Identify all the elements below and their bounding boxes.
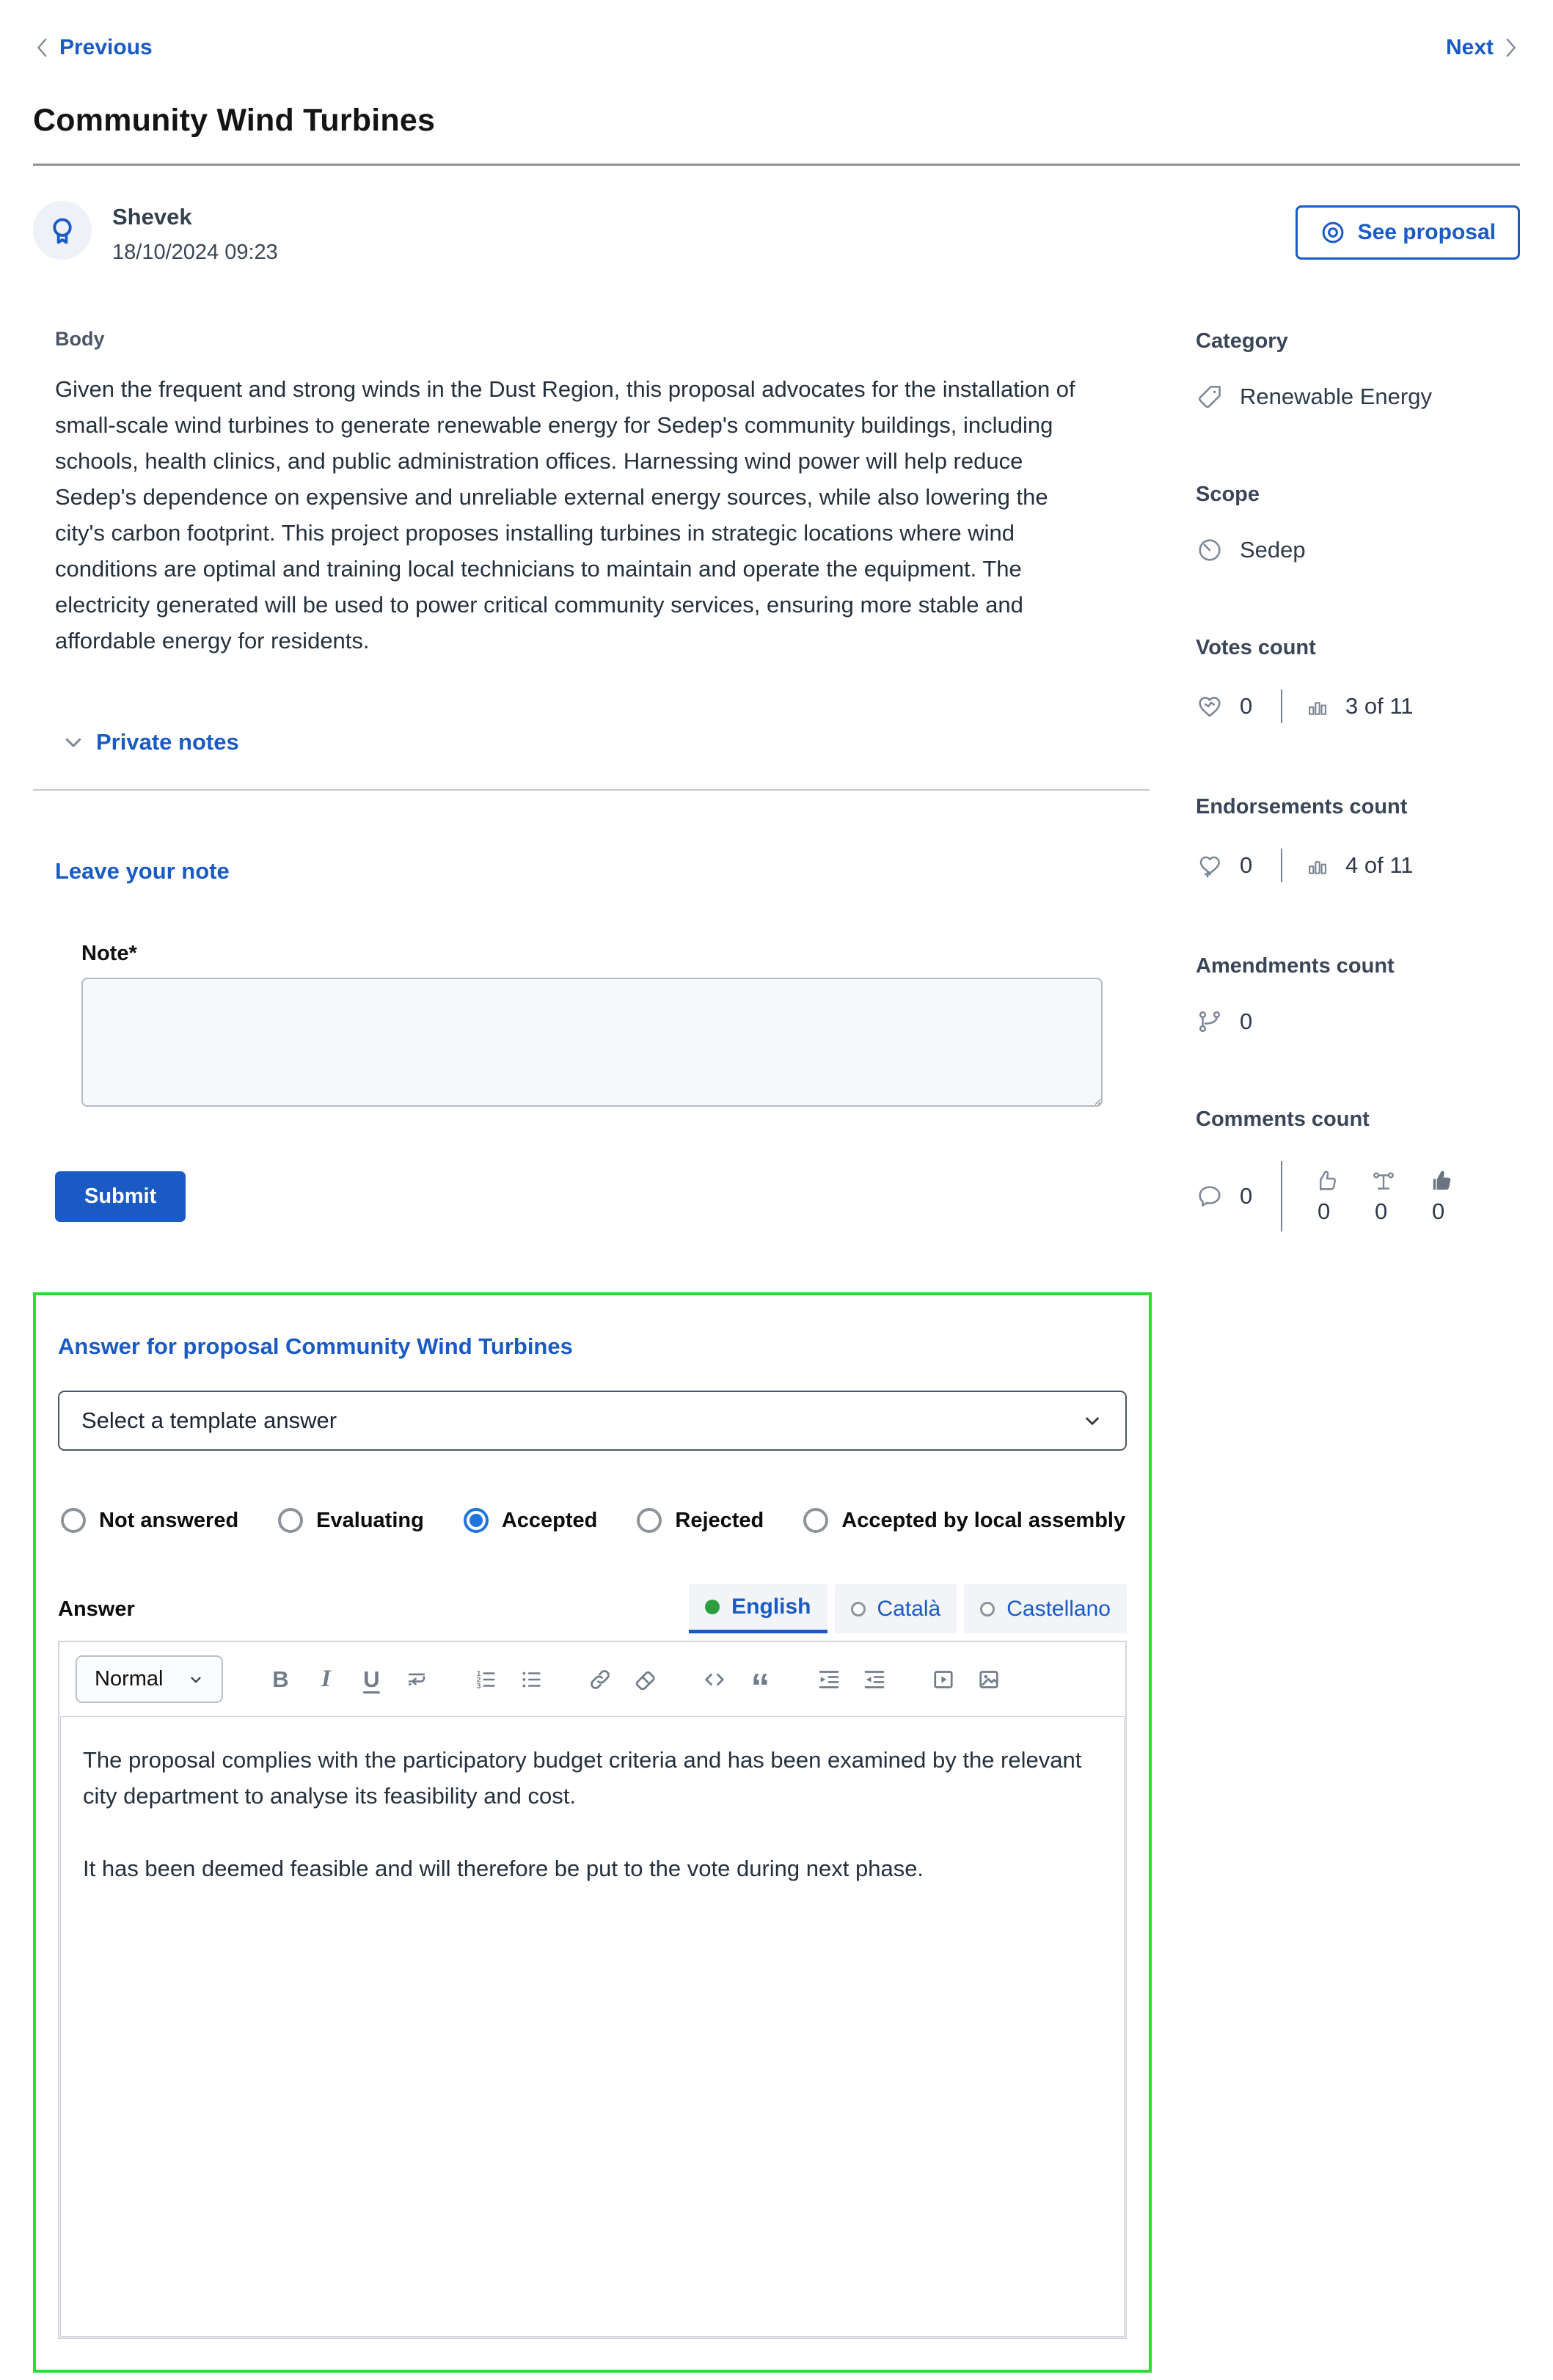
pagination-nav xyxy=(33,35,1520,60)
chevron-down-icon xyxy=(188,1672,204,1688)
divider xyxy=(1281,689,1282,723)
image-icon xyxy=(976,1666,1002,1693)
page-title: Community Wind Turbines xyxy=(33,103,436,138)
bar-chart-icon xyxy=(1306,695,1329,718)
author-timestamp: 18/10/2024 09:23 xyxy=(112,241,278,264)
indent-increase-button[interactable] xyxy=(816,1663,842,1696)
radio-rejected[interactable]: Rejected xyxy=(637,1508,764,1533)
private-notes-toggle[interactable] xyxy=(62,729,1166,755)
answer-paragraph: It has been deemed feasible and will therefore be put to the vote during next phase. xyxy=(83,1856,924,1881)
eraser-icon xyxy=(632,1666,659,1693)
comments-count: 0 xyxy=(1240,1183,1253,1209)
endorsements-count: 0 xyxy=(1240,852,1253,878)
thumbs-up-icon xyxy=(1313,1168,1340,1194)
radio-circle xyxy=(803,1508,828,1533)
bold-button[interactable] xyxy=(267,1663,293,1696)
divider xyxy=(1281,849,1282,882)
author-row xyxy=(33,201,1520,265)
heart-add-icon xyxy=(1196,852,1224,879)
previous-link[interactable] xyxy=(33,35,153,60)
answer-section-title: Answer for proposal Community Wind Turbines xyxy=(58,1333,573,1359)
chevron-down-icon xyxy=(62,731,84,753)
previous-label: Previous xyxy=(59,35,153,59)
category-section xyxy=(1196,329,1520,411)
rich-text-editor xyxy=(58,1641,1127,2339)
editor-toolbar xyxy=(59,1642,1125,1716)
category-label: Category xyxy=(1196,329,1288,353)
radio-circle-checked xyxy=(464,1508,489,1533)
amendments-section xyxy=(1196,954,1520,1036)
chevron-left-icon xyxy=(33,35,52,60)
bold-icon: B xyxy=(272,1666,289,1692)
svg-text:3: 3 xyxy=(477,1682,481,1691)
radio-circle xyxy=(637,1508,662,1533)
radio-accepted[interactable]: Accepted xyxy=(464,1508,598,1533)
note-form xyxy=(81,942,1166,1107)
heart-icon xyxy=(1196,692,1224,720)
amendments-count: 0 xyxy=(1240,1008,1253,1034)
line-break-button[interactable] xyxy=(403,1663,430,1696)
radio-circle xyxy=(278,1508,303,1533)
lang-tab-catala[interactable]: Català xyxy=(835,1584,957,1633)
chevron-down-icon xyxy=(1081,1410,1103,1432)
scope-icon xyxy=(1196,536,1224,564)
chat-bubble-icon xyxy=(1196,1182,1224,1210)
amendments-label: Amendments count xyxy=(1196,954,1395,978)
thumbs-up-filled-icon xyxy=(1428,1168,1454,1194)
see-proposal-label: See proposal xyxy=(1357,220,1496,244)
video-icon xyxy=(930,1666,957,1693)
radio-evaluating[interactable]: Evaluating xyxy=(278,1508,424,1533)
bullet-list-icon xyxy=(519,1667,544,1692)
answer-field-label: Answer xyxy=(58,1597,135,1621)
scope-section xyxy=(1196,483,1520,564)
tag-icon xyxy=(1196,383,1224,411)
next-label: Next xyxy=(1445,35,1494,59)
see-proposal-button[interactable] xyxy=(1296,205,1520,260)
votes-section xyxy=(1196,636,1520,723)
clear-format-button[interactable] xyxy=(632,1663,659,1696)
private-notes-divider xyxy=(33,789,1150,791)
line-break-icon xyxy=(404,1667,429,1692)
comments-neutral: 0 xyxy=(1370,1168,1397,1225)
blockquote-icon: “ xyxy=(750,1666,770,1709)
ordered-list-button[interactable] xyxy=(472,1663,499,1696)
translation-empty-dot-icon xyxy=(851,1602,866,1616)
scope-value: Sedep xyxy=(1240,537,1306,563)
svg-text:2: 2 xyxy=(477,1675,481,1684)
title-divider xyxy=(33,164,1520,166)
translation-filled-dot-icon xyxy=(705,1600,720,1614)
note-label: Note* xyxy=(81,942,137,965)
link-button[interactable] xyxy=(587,1663,613,1696)
bullet-list-button[interactable] xyxy=(518,1663,544,1696)
eye-icon xyxy=(1320,219,1346,246)
comments-positive: 0 xyxy=(1313,1168,1340,1225)
category-value: Renewable Energy xyxy=(1240,384,1432,409)
medal-icon xyxy=(45,213,79,247)
note-input[interactable] xyxy=(81,978,1103,1107)
chevron-right-icon xyxy=(1501,35,1520,60)
underline-button[interactable] xyxy=(358,1663,384,1696)
answer-editor-content[interactable] xyxy=(60,1716,1125,2337)
avatar xyxy=(33,201,92,260)
underline-icon: U xyxy=(363,1666,380,1692)
radio-accepted-local-assembly[interactable]: Accepted by local assembly xyxy=(803,1508,1125,1533)
template-answer-select[interactable] xyxy=(58,1391,1127,1451)
votes-ranking: 3 of 11 xyxy=(1345,693,1414,719)
divider xyxy=(1281,1161,1282,1231)
italic-button[interactable] xyxy=(313,1663,339,1696)
votes-count: 0 xyxy=(1240,693,1253,719)
blockquote-button[interactable] xyxy=(747,1663,773,1709)
lang-tab-english[interactable]: English xyxy=(689,1584,827,1633)
answer-paragraph: The proposal complies with the participatory budget criteria and has been examined by the relevant city department to analyse its feasibility and cost. xyxy=(83,1747,1082,1809)
comments-section xyxy=(1196,1107,1520,1231)
link-icon xyxy=(587,1666,613,1693)
body-section xyxy=(55,328,1166,659)
comments-negative: 0 xyxy=(1428,1168,1454,1225)
italic-icon: I xyxy=(321,1666,331,1692)
answer-section xyxy=(33,1292,1152,2373)
bar-chart-icon xyxy=(1306,854,1329,877)
svg-text:1: 1 xyxy=(477,1669,481,1678)
git-branch-icon xyxy=(1196,1008,1224,1036)
ordered-list-icon xyxy=(473,1667,498,1692)
image-button[interactable] xyxy=(976,1663,1002,1696)
leave-note-heading: Leave your note xyxy=(55,858,230,884)
answer-status-radios xyxy=(61,1508,1127,1533)
indent-decrease-icon xyxy=(861,1666,888,1693)
endorsements-label: Endorsements count xyxy=(1196,795,1408,819)
code-icon xyxy=(701,1666,728,1693)
metadata-sidebar xyxy=(1196,328,1520,1303)
body-label: Body xyxy=(55,328,105,350)
paragraph-format-select[interactable]: Normal xyxy=(76,1655,223,1703)
comments-label: Comments count xyxy=(1196,1107,1370,1131)
author-name: Shevek xyxy=(112,204,192,230)
language-tabs xyxy=(689,1584,1127,1633)
translation-empty-dot-icon xyxy=(980,1602,995,1616)
video-button[interactable] xyxy=(930,1663,957,1696)
votes-label: Votes count xyxy=(1196,636,1316,659)
lang-tab-castellano[interactable]: Castellano xyxy=(964,1584,1127,1633)
next-link[interactable] xyxy=(1446,35,1520,60)
indent-decrease-button[interactable] xyxy=(861,1663,888,1696)
radio-circle xyxy=(61,1508,86,1533)
radio-not-answered[interactable]: Not answered xyxy=(61,1508,238,1533)
indent-increase-icon xyxy=(816,1666,842,1693)
private-notes-label: Private notes xyxy=(96,729,239,755)
body-text: Given the frequent and strong winds in the Dust Region, this proposal advocates for the installation of small-scale wind turbines to generate renewable energy for Sedep's community buildings, including schools, health clinics, and public administration offices. Harnessing wind power will help reduce Sedep's dependence on expensive and unreliable external energy sources, while also lowering the city's carbon footprint. This project proposes installing turbines in strategic locations where wind conditions are optimal and training local technicians to maintain and operate the equipment. The electricity generated will be used to power critical community services, ensuring more stable and affordable energy for residents. xyxy=(55,376,1075,653)
endorsements-section xyxy=(1196,795,1520,882)
code-button[interactable] xyxy=(701,1663,728,1696)
endorsements-ranking: 4 of 11 xyxy=(1345,852,1414,878)
submit-note-button[interactable]: Submit xyxy=(55,1171,186,1222)
template-answer-value: Select a template answer xyxy=(81,1407,337,1433)
scales-icon xyxy=(1370,1168,1397,1194)
scope-label: Scope xyxy=(1196,483,1260,506)
